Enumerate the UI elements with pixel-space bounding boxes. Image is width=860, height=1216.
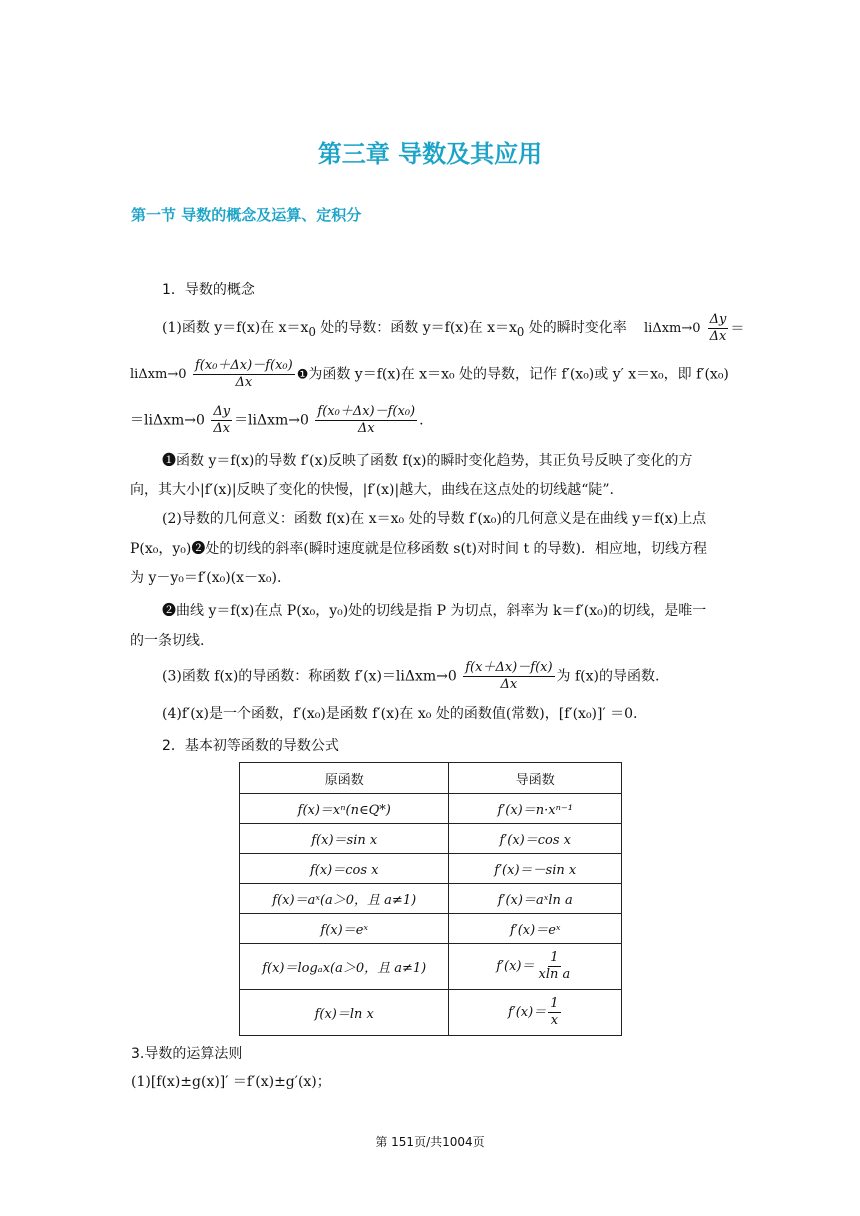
section-title: 第一节 导数的概念及运算、定积分 xyxy=(131,206,362,224)
p1-limit-block xyxy=(644,312,744,345)
table-row xyxy=(240,884,622,914)
table-cell: f′(x)＝aˣln a xyxy=(449,884,622,914)
p1-text-b: 处的导数：函数 y＝f(x)在 x＝x xyxy=(315,320,517,336)
p1-frac-den: Δx xyxy=(709,329,727,344)
table-cell: f(x)＝aˣ(a＞0，且 a≠1) xyxy=(240,884,449,914)
table-cell: f(x)＝logₐx(a＞0，且 a≠1) xyxy=(240,944,449,990)
p1b-text: 为函数 y＝f(x)在 x＝x₀ 处的导数，记作 f′(x₀)或 y′ x＝x₀，即 f′(x₀) xyxy=(308,366,729,383)
chapter-title: 第三章 导数及其应用 xyxy=(317,140,543,168)
paragraph-2-line-1: (2)导数的几何意义：函数 f(x)在 x＝x₀ 处的导数 f′(x₀)的几何意义是在曲线 y＝f(x)上点 xyxy=(162,511,707,527)
table-row xyxy=(240,854,622,884)
table-cell: f(x)＝sin x xyxy=(240,824,449,854)
p1c-mid: ＝liΔxm→0 xyxy=(234,412,309,429)
heading-derivative-formulas: 2．基本初等函数的导数公式 xyxy=(162,738,339,754)
p1c-frac1-den: Δx xyxy=(213,421,231,436)
table-cell: f′(x)＝n·xⁿ⁻¹ xyxy=(449,794,622,824)
p3-frac-den: Δx xyxy=(500,677,518,692)
note-2-line-2: 的一条切线. xyxy=(130,633,205,649)
table-cell: f′(x)＝－sin x xyxy=(449,854,622,884)
p1c-frac2-num: f(x₀＋Δx)－f(x₀) xyxy=(317,404,416,419)
table-row xyxy=(240,944,622,990)
footnote-marker-1: ❶ xyxy=(296,367,309,383)
p1c-end: . xyxy=(419,412,424,429)
frac-log-num: 1 xyxy=(550,950,559,965)
frac-ln-den: x xyxy=(550,1013,559,1028)
p1b-limit xyxy=(130,368,187,382)
heading-derivative-rules: 3.导数的运算法则 xyxy=(131,1046,243,1062)
table-row xyxy=(240,914,622,944)
note-1-line-1: ❶函数 y＝f(x)的导数 f′(x)反映了函数 f(x)的瞬时变化趋势，其正负号反映了变化的方 xyxy=(162,453,693,469)
paragraph-2-line-2: P(x₀，y₀)❷处的切线的斜率(瞬时速度就是位移函数 s(t)对时间 t 的导数)．相应地，切线方程 xyxy=(130,541,708,557)
p3-text-a: (3)函数 f(x)的导函数：称函数 f′(x)＝liΔxm→0 xyxy=(162,668,457,685)
table-cell-lead: f′(x)＝ xyxy=(496,959,535,974)
p1-equals: ＝ xyxy=(730,321,745,337)
table-row xyxy=(240,794,622,824)
table-cell-fraction xyxy=(449,944,622,990)
p1-fraction xyxy=(708,312,729,345)
p1b-frac-den: Δx xyxy=(235,375,253,390)
p3-fraction xyxy=(463,660,554,693)
table-row xyxy=(240,824,622,854)
table-cell: f(x)＝xⁿ(n∈Q*) xyxy=(240,794,449,824)
paragraph-3 xyxy=(162,660,659,693)
p1c-lead: ＝liΔxm→0 xyxy=(130,412,205,429)
p1c-fraction-1 xyxy=(211,404,232,437)
p1c-frac1-num: Δy xyxy=(213,404,231,419)
table-row xyxy=(240,990,622,1036)
table-cell-lead: f′(x)＝ xyxy=(507,1005,547,1020)
page-footer: 第 151页/共1004页 xyxy=(375,1135,485,1149)
table-cell: f(x)＝cos x xyxy=(240,854,449,884)
p1-frac-num: Δy xyxy=(709,312,727,327)
p1b-frac-num: f(x₀＋Δx)－f(x₀) xyxy=(194,358,293,373)
paragraph-1-line-3 xyxy=(130,404,424,437)
p1b-limit-text: liΔxm→0 xyxy=(130,366,187,382)
p3-frac-num: f(x＋Δx)－f(x) xyxy=(465,660,553,675)
p1-limit-text: liΔxm→0 xyxy=(644,320,701,336)
heading-derivative-concept: 1．导数的概念 xyxy=(162,282,255,298)
table-header: 导函数 xyxy=(449,763,622,794)
frac-log-den: xln a xyxy=(538,967,571,982)
p1-sub-a: 0 xyxy=(308,324,316,339)
table-fraction-log xyxy=(536,950,572,983)
paragraph-5: (1)[f(x)±g(x)]′ ＝f′(x)±g′(x)； xyxy=(131,1074,331,1090)
note-2-line-1: ❷曲线 y＝f(x)在点 P(x₀，y₀)处的切线是指 P 为切点，斜率为 k＝f′(x₀)的切线，是唯一 xyxy=(162,603,707,619)
derivative-formula-table xyxy=(239,762,622,1036)
table-cell: f′(x)＝eˣ xyxy=(449,914,622,944)
p1-limit xyxy=(644,322,701,336)
table-fraction-ln xyxy=(548,996,560,1029)
p3-text-b: 为 f(x)的导函数. xyxy=(556,668,660,685)
paragraph-1-line-1 xyxy=(162,318,627,342)
table-header-row xyxy=(240,763,622,794)
paragraph-4: (4)f′(x)是一个函数，f′(x₀)是函数 f′(x)在 x₀ 处的函数值(常数)，[f′(x₀)]′ ＝0. xyxy=(162,706,638,722)
table-cell: f(x)＝eˣ xyxy=(240,914,449,944)
table-cell: f(x)＝ln x xyxy=(240,990,449,1036)
p1-text-c: 处的瞬时变化率 xyxy=(524,320,627,336)
p1b-fraction xyxy=(193,358,295,391)
p1-text-a: (1)函数 y＝f(x)在 x＝x xyxy=(162,320,309,336)
table-cell: f′(x)＝cos x xyxy=(449,824,622,854)
table-header: 原函数 xyxy=(240,763,449,794)
paragraph-1-line-2 xyxy=(130,358,729,391)
p1c-fraction-2 xyxy=(315,404,417,437)
note-1-line-2: 向，其大小|f′(x)|反映了变化的快慢，|f′(x)|越大，曲线在这点处的切线越“陡”. xyxy=(130,482,614,498)
p1-sub-b: 0 xyxy=(516,324,525,339)
p1c-frac2-den: Δx xyxy=(357,421,375,436)
paragraph-2-line-3: 为 y－y₀＝f′(x₀)(x－x₀). xyxy=(130,570,282,586)
table-cell-fraction xyxy=(449,990,622,1036)
frac-ln-num: 1 xyxy=(550,996,559,1011)
